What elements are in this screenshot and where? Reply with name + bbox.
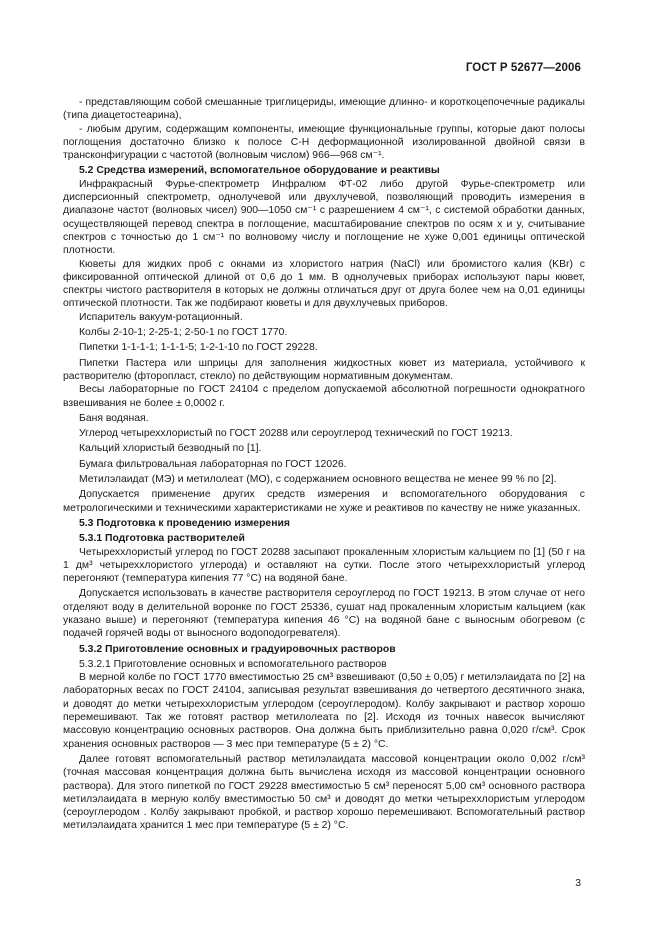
paragraph: Пипетки Пастера или шприцы для заполнения жидкостных кювет из материала, устойчивого к растворителю (фторопласт, стекло) по действующим нормативным документам. bbox=[63, 357, 585, 382]
subsection-heading: 5.3.2 Приготовление основных и градуировочных растворов bbox=[79, 643, 396, 655]
paragraph: Метилэлаидат (МЭ) и метилолеат (МО), с содержанием основного вещества не менее 99 % по [2]. bbox=[79, 474, 557, 486]
paragraph: Допускается применение других средств измерения и вспомогательного оборудования с метрологическими и техническими характеристиками не хуже и реактивов по качеству не ниже указанных. bbox=[63, 489, 585, 514]
list-item: - представляющим собой смешанные триглицериды, имеющие длинно- и короткоцепочечные радикалы (типа диацетостеарина), bbox=[63, 97, 585, 122]
paragraph: Допускается использовать в качестве растворителя сероуглерод по ГОСТ 19213. В этом случае от него отделяют воду в делительной воронке по ГОСТ 25336, сушат над прокаленным хлористым кальцием (как указано выше) и перегоняют (температура кипения 46 °С) на водяной бане с выносным обогревом (с подачей горячей воды от выносного водоподогревателя). bbox=[63, 588, 585, 640]
paragraph: Кюветы для жидких проб с окнами из хлористого натрия (NaCl) или бромистого калия (KBr) с фиксированной оптической длиной от 0,6 до 1 мм. В однолучевых приборах используют пары кювет, спектры чистого растворителя в которых не должны отличаться друг от друга более чем на 0,01 единицы оптической плотности. Так же подбирают кюветы и для двухлучевых приборов. bbox=[63, 258, 585, 310]
list-item: - любым другим, содержащим компоненты, имеющие функциональные группы, которые дают полосы поглощения достаточно близко к полосе С-Н деформационной изолированной двойной связи в трансконфигурации с частотой (волновым числом) 966—968 см⁻¹. bbox=[63, 123, 585, 162]
page-number: 3 bbox=[575, 878, 581, 889]
subsection-heading: 5.3.1 Подготовка растворителей bbox=[79, 533, 245, 545]
paragraph: Далее готовят вспомогательный раствор метилэлаидата массовой концентрации около 0,002 г/см³ (точная массовая концентрация должна быть вычислена исходя из массовой концентрации основного раствора). Для этого пипеткой по ГОСТ 29228 вместимостью 5 см³ переносят 5,00 см³ основного раствора метилэлаидата в мерную колбу вместимостью 50 см³ и доводят до метки четыреххлористым углеродом (сероуглеродом . Колбу закрывают пробкой, и раствор хорошо перемешивают. Вспомогательный раствор метилэлаидата хранится 1 мес при температуре (5 ± 2) °С. bbox=[63, 753, 585, 832]
paragraph: Четыреххлористый углерод по ГОСТ 20288 засыпают прокаленным хлористым кальцием по [1] (50 г на 1 дм³ четыреххлористого углерода) и оставляют на сутки. После этого четыреххлористый углерод перегоняют (температура кипения 77 °С) на водяной бане. bbox=[63, 546, 585, 585]
document-body bbox=[63, 96, 585, 833]
paragraph: Весы лабораторные по ГОСТ 24104 с пределом допускаемой абсолютной погрешности однократного взвешивания не более ± 0,0002 г. bbox=[63, 384, 585, 409]
sub-subsection-heading: 5.3.2.1 Приготовление основных и вспомогательного растворов bbox=[79, 658, 387, 670]
section-heading: 5.2 Средства измерений, вспомогательное оборудование и реактивы bbox=[79, 165, 440, 177]
paragraph: Пипетки 1-1-1-1; 1-1-1-5; 1-2-1-10 по ГОСТ 29228. bbox=[79, 342, 318, 354]
paragraph: Испаритель вакуум-ротационный. bbox=[79, 311, 243, 323]
paragraph: В мерной колбе по ГОСТ 1770 вместимостью 25 см³ взвешивают (0,50 ± 0,05) г метилэлаидата по [2] на лабораторных весах по ГОСТ 24104, записывая результат взвешивания до четвертого десятичного знака, и доводят до метки четыреххлористым углеродом (сероуглеродом). Колбу закрывают и раствор хорошо перемешивают. Так же готовят раствор метилолеата по [2]. Исходя из точных навесок вычисляют массовую концентрацию основных растворов. Она должна быть приблизительно равна 0,020 г/см³. Срок хранения основных растворов — 3 мес при температуре (5 ± 2) °С. bbox=[63, 672, 585, 750]
section-heading: 5.3 Подготовка к проведению измерения bbox=[79, 517, 290, 529]
paragraph: Кальций хлористый безводный по [1]. bbox=[79, 443, 262, 455]
document-header: ГОСТ Р 52677—2006 bbox=[465, 62, 581, 74]
paragraph: Инфракрасный Фурье-спектрометр Инфралюм ФТ-02 либо другой Фурье-спектрометр или дисперсионный спектрометр, однолучевой или двухлучевой, позволяющий проводить измерения в диапазоне частот (волновых чисел) 900—1050 см⁻¹ с разрешением 4 см⁻¹, с системой обработки данных, осуществляющей перевод спектра в поглощение, масштабирование спектров по осям x и y, считывание спектров с точностью до 1 см⁻¹ по волновому числу и поглощение не хуже 0,001 единицы оптической плотности. bbox=[63, 178, 585, 257]
paragraph: Колбы 2-10-1; 2-25-1; 2-50-1 по ГОСТ 1770. bbox=[79, 327, 288, 339]
paragraph: Баня водяная. bbox=[79, 412, 149, 424]
paragraph: Бумага фильтровальная лабораторная по ГОСТ 12026. bbox=[79, 458, 347, 470]
paragraph: Углерод четыреххлористый по ГОСТ 20288 или сероуглерод технический по ГОСТ 19213. bbox=[79, 428, 513, 440]
